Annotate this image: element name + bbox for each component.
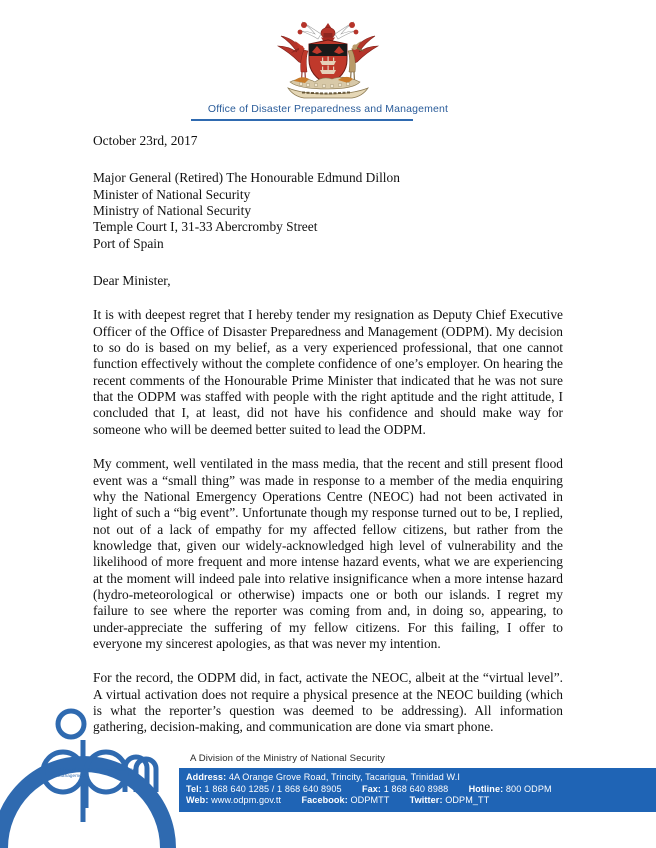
web-label: Web: — [186, 795, 209, 806]
address-label: Address: — [186, 772, 227, 782]
letter-salutation: Dear Minister, — [93, 273, 171, 289]
cocrico-bird — [348, 36, 378, 82]
tel-value: 1 868 640 1285 / 1 868 640 8905 — [204, 783, 342, 794]
facebook-value[interactable]: ODPMTT — [350, 795, 390, 806]
page-footer — [0, 672, 656, 848]
recipient-line: Temple Court I, 31-33 Abercromby Street — [93, 219, 318, 235]
recipient-line: Port of Spain — [93, 235, 164, 251]
facebook-label: Facebook: — [301, 795, 348, 806]
odpm-logo-icon — [28, 696, 160, 828]
web-value[interactable]: www.odpm.gov.tt — [211, 795, 282, 806]
letter-date: October 23rd, 2017 — [93, 133, 198, 148]
letterhead-divider — [191, 119, 413, 121]
odpm-logo-tagline: Office of Disaster Preparedness and Management — [58, 767, 136, 778]
recipient-line: Minister of National Security — [93, 186, 251, 202]
letter-paragraph-2: My comment, well ventilated in the mass media, that the recent and still present flood event was a “small thing” was made in response to a member of the media enquiring why the National Emergency Operations Centre (NEOC) had not been activated in light of such a “big event”. Unfortunate though my response turned out to be, I replied, not out of a lack of empathy for my affected fellow citizens, but rather from the knowledge that, given our widely-acknowledged high level of vulnerability and the likelihood of more frequent and more intense hazard events, what we are experiencing at the moment will indeed pale into relative insignificance when a more intense hazard (hydro-meteorological or otherwise) impacts one or both our islands. I regret my failure to see where the reporter was coming from and, in doing so, appearing, to under-appreciate the suffering of my fellow citizens. For this failing, I offer to everyone my sincerest apologies, as that was never my intention. — [93, 456, 563, 651]
letter-paragraph-1: It is with deepest regret that I hereby tender my resignation as Deputy Chief Executive Officer of the Office of Disaster Preparedness and Management (ODPM). My decision to so do is based on my belief, as a very experienced professional, that one cannot function effectively without the complete confidence of one’s employer. On hearing the recent comments of the Honourable Prime Minister that indicated that he was not sure that the ODPM was staffed with people with the right aptitude and the right attitude, I concluded that I, at least, did not have his confidence and should make way for someone who will be deemed better suited to lead the ODPM. — [93, 307, 563, 437]
recipient-address — [93, 170, 563, 252]
contact-info-bar — [179, 768, 656, 812]
twitter-label: Twitter: — [409, 795, 443, 806]
recipient-line: Ministry of National Security — [93, 203, 252, 219]
hotline-label: Hotline: — [468, 783, 504, 794]
division-statement: A Division of the Ministry of National Security — [190, 753, 386, 764]
letterhead — [0, 0, 656, 122]
recipient-line: Major General (Retired) The Honourable Edmund Dillon — [93, 170, 400, 186]
letterhead-title: Office of Disaster Preparedness and Management — [207, 103, 449, 115]
contact-address-row — [186, 772, 656, 784]
contact-web-row — [186, 795, 656, 807]
tel-label: Tel: — [186, 783, 202, 794]
scarlet-ibis — [278, 36, 308, 82]
hotline-value: 800 ODPM — [505, 783, 552, 794]
fax-label: Fax: — [361, 783, 382, 794]
contact-phone-row — [186, 784, 656, 796]
address-value: 4A Orange Grove Road, Trincity, Tacarigua, Trinidad W.I — [228, 772, 460, 782]
coat-of-arms-icon — [260, 20, 396, 102]
twitter-value[interactable]: ODPM_TT — [445, 795, 490, 806]
letter-body — [93, 133, 563, 736]
fax-value: 1 868 640 8988 — [383, 783, 449, 794]
coat-of-arms-wrapper — [0, 20, 656, 102]
letter-paragraph-3: For the record, the ODPM did, in fact, activate the NEOC, albeit at the “virtual level”. A virtual activation does not require a physical presence at the NEOC building (which is what the reporter’s question was deemed to be addressing). All information gathering, decision-making, and communication are done via smart phone. — [93, 670, 563, 735]
